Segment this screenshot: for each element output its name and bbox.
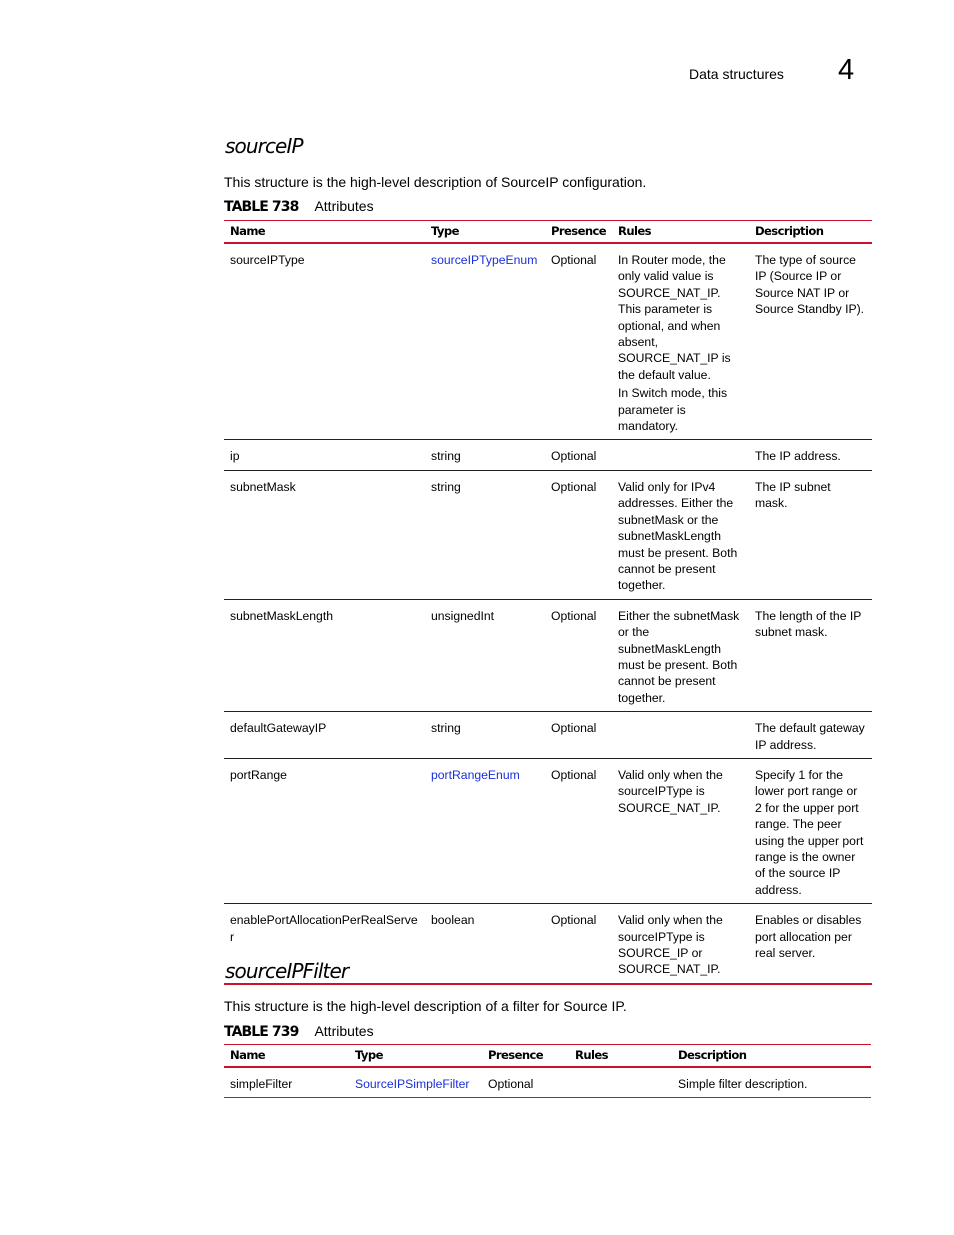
cell-presence: Optional (551, 913, 597, 928)
table-row (224, 243, 872, 440)
col-header-description: Description (678, 1048, 747, 1062)
cell-description: Specify 1 for the lower port range or 2 for the upper port range. The peer using the upper port range is the owner of the source IP address. (755, 767, 864, 897)
col-header-type: Type (355, 1048, 383, 1062)
cell-description: The type of source IP (Source IP or Source NAT IP or Source Standby IP). (755, 253, 865, 317)
col-header-presence: Presence (488, 1048, 544, 1062)
table-caption (224, 1023, 374, 1040)
rules-paragraph: In Router mode, the only valid value is SOURCE_NAT_IP. This parameter is optional, and when absent, SOURCE_NAT_IP is the default value. (618, 253, 731, 382)
table-label: TABLE 738 (224, 199, 299, 215)
cell-presence: Optional (551, 449, 597, 464)
table-row (224, 758, 872, 903)
table-header-row (224, 221, 872, 244)
cell-type: string (431, 721, 461, 736)
cell-rules (612, 440, 749, 470)
cell-name: portRange (230, 767, 287, 782)
cell-name: ip (230, 449, 240, 464)
running-header-title: Data structures (689, 66, 784, 82)
section-title-sourceip: sourceIP (225, 134, 303, 158)
cell-description: Simple filter description. (678, 1077, 808, 1091)
cell-rules: Valid only when the sourceIPType is SOURCE_NAT_IP. (618, 767, 723, 815)
cell-rules (569, 1067, 672, 1098)
col-header-name: Name (230, 224, 266, 238)
cell-name: sourceIPType (230, 253, 305, 267)
col-header-rules: Rules (618, 224, 651, 238)
cell-rules: Valid only for IPv4 addresses. Either the subnetMask or the subnetMaskLength must be present. Both cannot be present together. (618, 479, 738, 593)
cell-type: unsignedInt (431, 608, 495, 623)
type-link[interactable]: sourceIPTypeEnum (431, 253, 538, 267)
table-row (224, 712, 872, 759)
section-intro: This structure is the high-level description of SourceIP configuration. (224, 174, 647, 190)
cell-description: Enables or disables port allocation per real server. (755, 913, 862, 961)
table-caption-text: Attributes (314, 1023, 374, 1039)
cell-rules: Either the subnetMask or the subnetMaskLength must be present. Both cannot be present together. (618, 608, 740, 705)
type-link[interactable]: portRangeEnum (431, 767, 520, 782)
cell-rules (612, 712, 749, 759)
cell-name: enablePortAllocationPerRealServer (230, 913, 418, 944)
section-intro: This structure is the high-level description of a filter for Source IP. (224, 998, 627, 1014)
table-row (224, 599, 872, 711)
cell-rules (612, 243, 749, 440)
cell-name: simpleFilter (230, 1077, 293, 1091)
cell-description: The IP address. (755, 449, 841, 464)
cell-type: boolean (431, 913, 475, 928)
chapter-number: 4 (838, 54, 855, 86)
col-header-description: Description (755, 224, 824, 238)
table-row (224, 1067, 871, 1098)
cell-description: The length of the IP subnet mask. (755, 608, 862, 640)
table-label: TABLE 739 (224, 1024, 299, 1040)
cell-presence: Optional (551, 608, 597, 623)
table-caption (224, 198, 374, 215)
cell-presence: Optional (551, 767, 597, 782)
table-row (224, 440, 872, 470)
section-title-sourceipfilter: sourceIPFilter (225, 959, 349, 983)
type-link[interactable]: SourceIPSimpleFilter (355, 1077, 470, 1091)
cell-type: string (431, 479, 461, 494)
cell-type: string (431, 449, 461, 464)
cell-name: subnetMaskLength (230, 608, 333, 623)
cell-description: The IP subnet mask. (755, 479, 831, 511)
col-header-name: Name (230, 1048, 266, 1062)
col-header-rules: Rules (575, 1048, 608, 1062)
col-header-type: Type (431, 224, 459, 238)
cell-name: subnetMask (230, 479, 296, 494)
rules-paragraph: In Switch mode, this parameter is mandatory. (618, 386, 728, 434)
cell-presence: Optional (551, 721, 597, 736)
cell-description: The default gateway IP address. (755, 721, 865, 752)
attributes-table-739 (224, 1044, 871, 1098)
cell-presence: Optional (551, 479, 597, 494)
table-header-row (224, 1045, 871, 1068)
table-caption-text: Attributes (314, 198, 374, 214)
cell-rules: Valid only when the sourceIPType is SOURCE_IP or SOURCE_NAT_IP. (618, 913, 723, 977)
attributes-table-738 (224, 220, 872, 985)
cell-name: defaultGatewayIP (230, 721, 327, 736)
cell-presence: Optional (488, 1077, 534, 1091)
col-header-presence: Presence (551, 224, 607, 238)
table-row (224, 470, 872, 599)
cell-presence: Optional (551, 253, 597, 267)
